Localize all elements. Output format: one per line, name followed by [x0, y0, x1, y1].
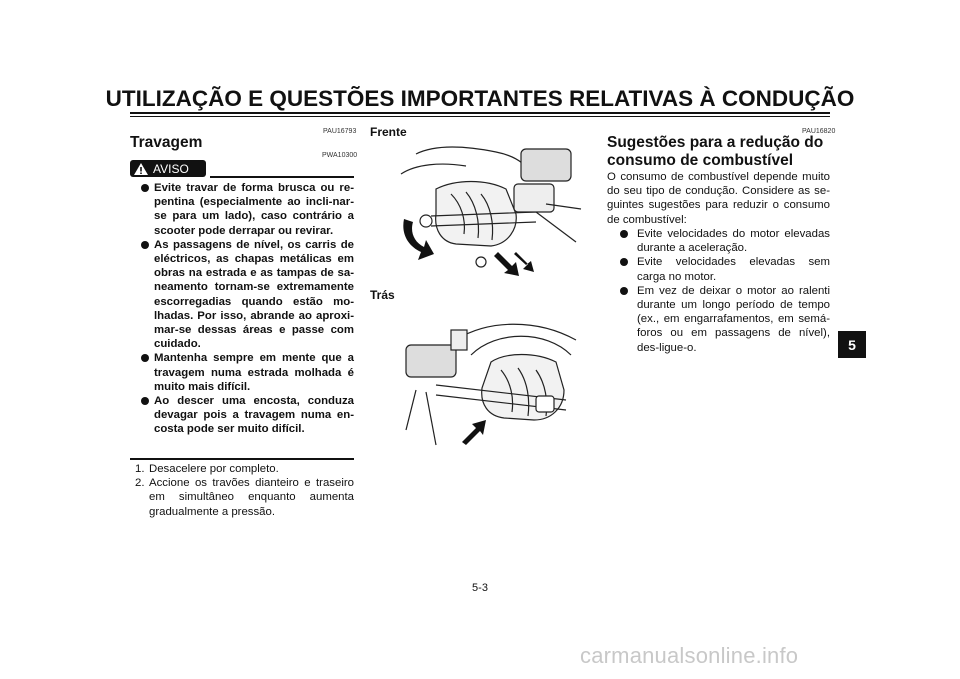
- step-text: Desacelere por completo.: [149, 463, 279, 475]
- step-number: 2.: [135, 477, 145, 490]
- section-heading-braking: Travagem: [130, 134, 203, 151]
- warning-label: AVISO: [153, 161, 189, 176]
- heading-line: consumo de combustível: [607, 152, 794, 169]
- tip-item: Evite velocidades elevadas sem carga no motor.: [619, 255, 830, 283]
- pointer-arrow-icon: [494, 252, 519, 276]
- front-label: Frente: [370, 125, 407, 139]
- title-rule: [130, 112, 830, 114]
- warning-rule: [210, 176, 354, 178]
- step-number: 1.: [135, 463, 145, 475]
- warning-badge: [130, 160, 206, 177]
- fuel-intro: O consumo de combustível depende muito do seu tipo de condução. Considere as se-guintes sugestões para reduzir o consumo de combustível:: [607, 171, 830, 226]
- rear-label: Trás: [370, 288, 395, 302]
- rear-brake-illustration: [396, 300, 582, 450]
- steps-list: [130, 462, 354, 519]
- warning-item: As passagens de nível, os carris de eléctricos, as chapas metálicas em obras na estrada e as tampas de sa-neamento tornam-se extremamente escorregadias quando estão mo-lhadas. Por isso, abrande ao aproxi-mar-se dessas áreas e passe com cuidado.: [140, 238, 354, 352]
- warning-item: Evite travar de forma brusca ou re-pentina (especialmente ao incli-nar-se para um lado), caso contrário a scooter pode derrapar ou revirar.: [140, 181, 354, 238]
- section-tab: 5: [838, 331, 866, 358]
- section-code: PAU16793: [323, 128, 357, 135]
- warning-code: PWA10300: [322, 152, 358, 159]
- section-code: PAU16820: [802, 128, 836, 135]
- front-brake-illustration: [396, 134, 582, 276]
- warning-triangle-icon: [133, 162, 149, 176]
- page-title: UTILIZAÇÃO E QUESTÕES IMPORTANTES RELATIVAS À CONDUÇÃO: [105, 86, 855, 111]
- tip-item: Evite velocidades do motor elevadas durante a aceleração.: [619, 227, 830, 255]
- warning-end-rule: [130, 458, 354, 460]
- warning-item: Mantenha sempre em mente que a travagem numa estrada molhada é muito mais difícil.: [140, 351, 354, 394]
- warning-item: Ao descer uma encosta, conduza devagar pois a travagem numa en-costa pode ser muito difícil.: [140, 394, 354, 437]
- tip-item: Em vez de deixar o motor ao ralenti durante um longo período de tempo (ex., em engarrafamentos, em semá-foros ou em passagens de nível), des-ligue-o.: [619, 284, 830, 355]
- heading-line: Sugestões para a redução do: [607, 134, 824, 151]
- step-item: [130, 476, 354, 519]
- watermark: carmanualsonline.info: [580, 643, 799, 668]
- title-rule-thin: [130, 116, 830, 117]
- fuel-tips-list: [619, 227, 830, 355]
- step-item: [130, 462, 354, 476]
- step-text: Accione os travões dianteiro e traseiro em simultâneo enquanto aumenta gradualmente a pressão.: [149, 477, 354, 518]
- section-heading-fuel: [607, 134, 823, 170]
- page-number: 5-3: [472, 582, 488, 594]
- pointer-arrow-icon: [462, 420, 486, 445]
- warning-list: [140, 181, 354, 437]
